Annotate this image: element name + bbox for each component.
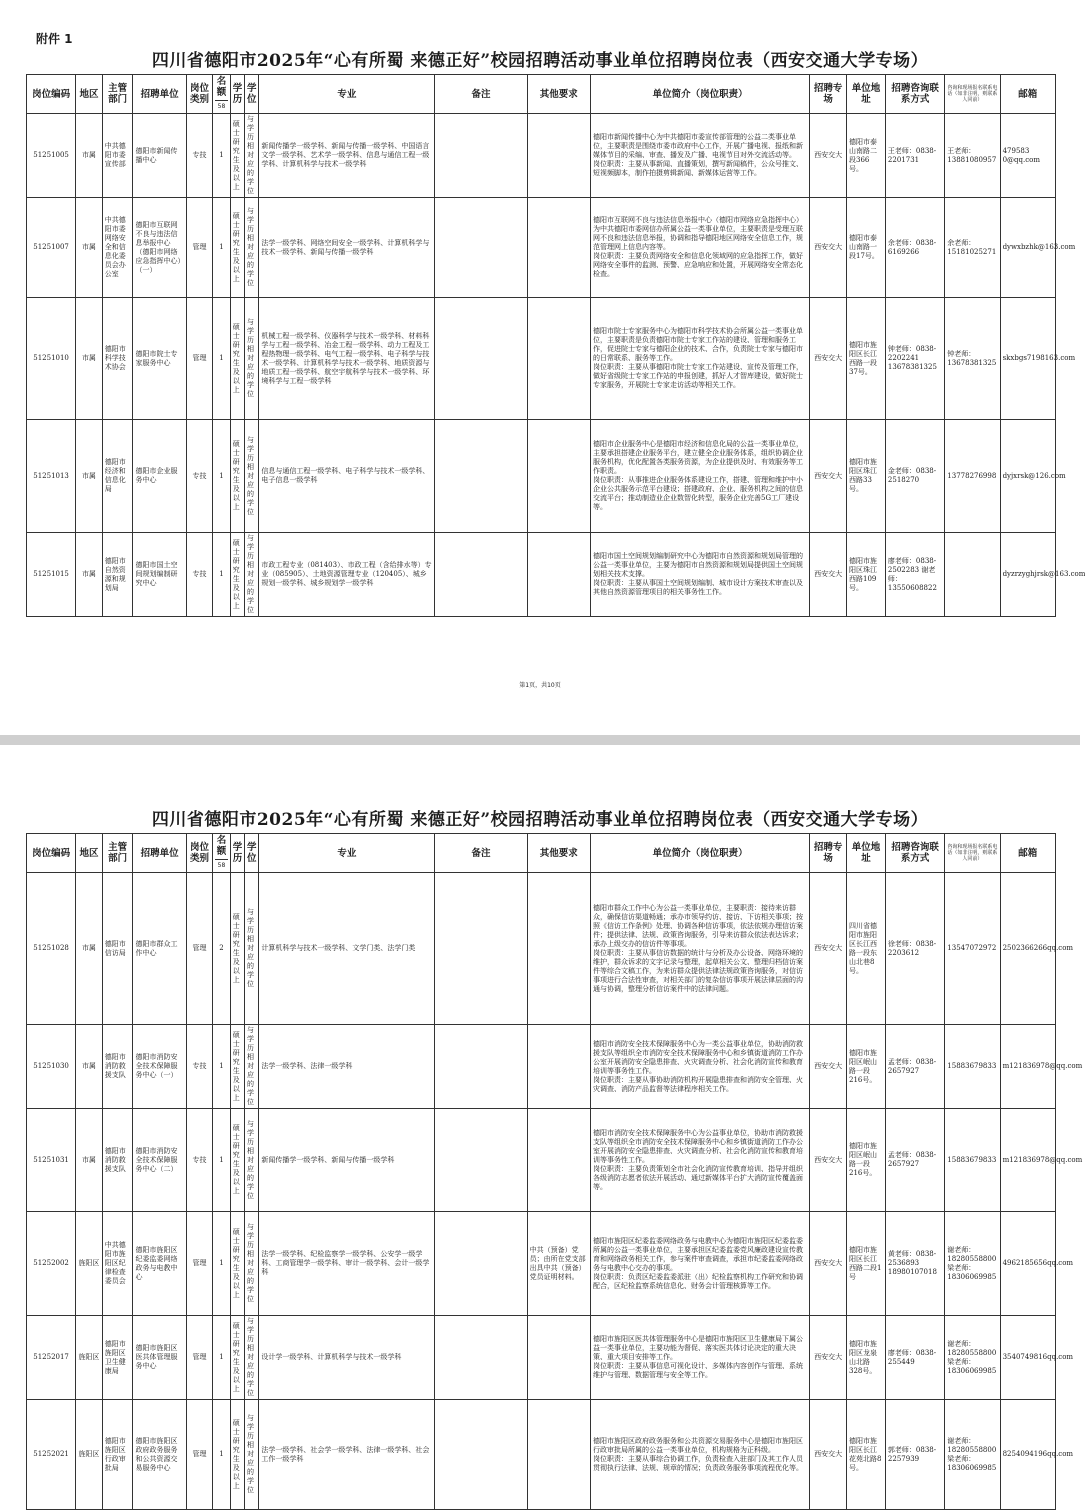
cell-onsite: 谢老师：18280558800 梁老师：18306069985 <box>945 1400 1000 1510</box>
cell-intro: 德阳市消防安全技术保障服务中心为公益事业单位，协助市消防救援支队等组织全市消防安全技术保障服务中心和乡镇街道消防工作办公室开展消防安全隐患排查、火灾调查分析、社会化消防宣传和教育培训等事务性工作。 岗位职责：主要负责策划全市社会化消防宣传教育培训、指导并组织各级消防志愿者依法开展活动、通过新媒体平台扩大消防宣传覆盖面等。 <box>591 1109 810 1212</box>
cell-address: 德阳市旌阳区长江西路一段37号。 <box>847 298 886 420</box>
cell-code: 51251015 <box>27 533 76 617</box>
cell-major: 法学一级学科、网络空间安全一级学科、计算机科学与技术一级学科、新闻与传播一级学科 <box>259 198 435 298</box>
cell-remark <box>435 1400 527 1510</box>
cell-remark <box>435 114 527 198</box>
cell-remark <box>435 420 527 533</box>
cell-area: 市属 <box>76 420 103 533</box>
cell-address: 四川省德阳市旌阳区长江西路一段东山北巷8号。 <box>847 873 886 1025</box>
cell-edu: 硕士研究生及以上 <box>230 1400 244 1510</box>
cell-venue: 西安交大 <box>810 1025 847 1109</box>
cell-other <box>527 1025 590 1109</box>
cell-remark <box>435 1212 527 1316</box>
cell-type: 管理 <box>186 873 213 1025</box>
cell-venue: 西安交大 <box>810 1109 847 1212</box>
cell-code: 51251013 <box>27 420 76 533</box>
cell-remark <box>435 1025 527 1109</box>
cell-code: 51252021 <box>27 1400 76 1510</box>
cell-degree: 与学历相对应的学位 <box>245 1109 259 1212</box>
cell-onsite: 余老师：15181025271 <box>945 198 1000 298</box>
cell-area: 市属 <box>76 298 103 420</box>
cell-major: 新闻传播学一级学科、新闻与传播一级学科 <box>259 1109 435 1212</box>
header-type: 岗位类别 <box>186 75 213 114</box>
cell-onsite: 王老师：13881080957 <box>945 114 1000 198</box>
cell-type: 管理 <box>186 198 213 298</box>
cell-degree: 与学历相对应的学位 <box>245 298 259 420</box>
cell-code: 51251028 <box>27 873 76 1025</box>
cell-onsite: 15883679833 <box>945 1109 1000 1212</box>
cell-address: 德阳市旌阳区珠江西路109号。 <box>847 533 886 617</box>
header-address: 单位地址 <box>847 834 886 873</box>
cell-email: dyjxrsk@126.com <box>1000 420 1055 533</box>
header-remark: 备注 <box>435 834 527 873</box>
cell-dept: 德阳市消防救援支队 <box>102 1109 133 1212</box>
cell-dept: 德阳市信访局 <box>102 873 133 1025</box>
cell-major: 新闻传播学一级学科、新闻与传播一级学科、中国语言文学一级学科、艺术学一级学科、信息与通信工程一级学科、计算机科学与技术一级学科 <box>259 114 435 198</box>
cell-contact: 余老师：0838-6169266 <box>885 198 944 298</box>
header-venue: 招聘专场 <box>810 834 847 873</box>
table-header-row <box>27 834 1056 873</box>
cell-area: 市属 <box>76 1109 103 1212</box>
cell-dept: 德阳市科学技术协会 <box>102 298 133 420</box>
table-row <box>27 873 1056 1025</box>
document-page-1 <box>0 0 1085 735</box>
cell-onsite: 谢老师：18280558800 梁老师：18306069985 <box>945 1316 1000 1400</box>
cell-major: 法学一级学科、纪检监察学一级学科、公安学一级学科、工商管理学一级学科、审计一级学科、会计一级学科 <box>259 1212 435 1316</box>
cell-other <box>527 1400 590 1510</box>
cell-unit: 德阳市旌阳区政府政务服务和公共资源交易服务中心 <box>133 1400 186 1510</box>
header-venue: 招聘专场 <box>810 75 847 114</box>
cell-dept: 德阳市旌阳区卫生健康局 <box>102 1316 133 1400</box>
cell-venue: 西安交大 <box>810 198 847 298</box>
cell-area: 旌阳区 <box>76 1400 103 1510</box>
header-major: 专业 <box>259 834 435 873</box>
header-onsite: 咨询和现场报名联系电话（如非注明，则联系人同前） <box>945 834 1000 873</box>
header-contact: 招聘咨询联系方式 <box>885 834 944 873</box>
cell-other <box>527 533 590 617</box>
cell-other <box>527 1109 590 1212</box>
cell-area: 市属 <box>76 533 103 617</box>
cell-email: skxbgs7198163.com <box>1000 298 1055 420</box>
cell-major: 信息与通信工程一级学科、电子科学与技术一级学科、电子信息一级学科 <box>259 420 435 533</box>
cell-unit: 德阳市旌阳区纪委监委网络政务与电教中心 <box>133 1212 186 1316</box>
cell-degree: 与学历相对应的学位 <box>245 420 259 533</box>
cell-type: 专技 <box>186 1025 213 1109</box>
cell-quota: 1 <box>213 1025 230 1109</box>
cell-contact: 郭老师：0838-2257939 <box>885 1400 944 1510</box>
cell-intro: 德阳市院士专家服务中心为德阳市科学技术协会所属公益一类事业单位，主要职责是负责德阳市院士专家工作站的建设、管理和服务工作，促进院士专家与德阳企业的技术、合作，负责院士专家与德阳市的日常联系、服务等工作。 岗位职责：主要从事德阳市院士专家工作站建设、宣传及管理工作，做好省级院士专家工作站的申报创建，抓好人才智库建设，做好院士专家服务，开展院士专家走访活动等相关工作。 <box>591 298 810 420</box>
cell-edu: 硕士研究生及以上 <box>230 1025 244 1109</box>
header-type: 岗位类别 <box>186 834 213 873</box>
cell-email: 8254094196qq.com <box>1000 1400 1055 1510</box>
cell-venue: 西安交大 <box>810 298 847 420</box>
cell-code: 51251031 <box>27 1109 76 1212</box>
cell-venue: 西安交大 <box>810 1316 847 1400</box>
cell-quota: 1 <box>213 1316 230 1400</box>
cell-degree: 与学历相对应的学位 <box>245 1400 259 1510</box>
cell-intro: 德阳市互联网不良与违法信息举报中心（德阳市网络应急指挥中心）为中共德阳市委网信办所属公益一类事业单位，主要职责是受理互联网不良和违法信息举报，协调和指导德阳地区网络安全信息工作，规范管理网上信息内容等。 岗位职责：主要负责网络安全和信息化领域网的应急指挥工作，做好网络安全事件的监测、预警、应急响应和处置，开展网络安全常态化检查。 <box>591 198 810 298</box>
header-quota-label: 名额 <box>216 76 227 98</box>
cell-address: 德阳市泰山南路二段366号。 <box>847 114 886 198</box>
cell-unit: 德阳市消防安全技术保障服务中心（二） <box>133 1109 186 1212</box>
cell-edu: 硕士研究生及以上 <box>230 533 244 617</box>
cell-code: 51251005 <box>27 114 76 198</box>
page-number: 第1页，共10页 <box>519 682 561 689</box>
cell-area: 市属 <box>76 198 103 298</box>
cell-edu: 硕士研究生及以上 <box>230 873 244 1025</box>
cell-remark <box>435 873 527 1025</box>
table-row <box>27 198 1056 298</box>
header-area: 地区 <box>76 75 103 114</box>
cell-contact: 金老师：0838-2518270 <box>885 420 944 533</box>
cell-unit: 德阳市企业服务中心 <box>133 420 186 533</box>
cell-edu: 硕士研究生及以上 <box>230 298 244 420</box>
cell-intro: 德阳市企业服务中心是德阳市经济和信息化局的公益一类事业单位，主要承担搭建企业服务平台，建立健全企业服务体系，组织协调企业服务机构，优化配置各类服务资源，为企业提供及时、有效服务等工作职责。 岗位职责：从事推进企业服务体系建设工作，搭建、管理和维护中小企业公共服务示范平台建设；搭建政府、企业、服务机构之间的信息交流平台；推动制造业企业数智化转型，服务企业完善5G工厂建设等。 <box>591 420 810 533</box>
cell-contact: 黄老师：0838-2536893 18980107018 <box>885 1212 944 1316</box>
document-title-page-2: 四川省德阳市2025年“心有所蜀 来德正好”校园招聘活动事业单位招聘岗位表（西安交通大学专场） <box>151 810 929 830</box>
job-table-page-2 <box>26 833 1083 1510</box>
cell-address: 德阳市旌阳区岷山路一段216号。 <box>847 1109 886 1212</box>
cell-address: 德阳市旌阳区长江西路二段1号 <box>847 1212 886 1316</box>
cell-quota: 1 <box>213 1400 230 1510</box>
header-contact: 招聘咨询联系方式 <box>885 75 944 114</box>
cell-dept: 德阳市消防救援支队 <box>102 1025 133 1109</box>
header-address: 单位地址 <box>847 75 886 114</box>
cell-onsite: 13778276998 <box>945 420 1000 533</box>
cell-dept: 德阳市经济和信息化局 <box>102 420 133 533</box>
cell-other <box>527 873 590 1025</box>
cell-edu: 硕士研究生及以上 <box>230 1109 244 1212</box>
table-row <box>27 298 1056 420</box>
header-major: 专业 <box>259 75 435 114</box>
cell-onsite: 谢老师：18280558800 梁老师：18306069985 <box>945 1212 1000 1316</box>
cell-intro: 德阳市旌阳区医共体管理服务中心是德阳市旌阳区卫生健康局下属公益一类事业单位，主要功能为督促、落实医共体讨论决定的重大决策、重大项目安排等工作。 岗位职责：主要从事信息可视化设计、多媒体内容创作与管理、系统维护与管理、数据管理与安全等工作。 <box>591 1316 810 1400</box>
cell-code: 51251007 <box>27 198 76 298</box>
cell-contact: 孟老师：0838-2657927 <box>885 1109 944 1212</box>
cell-area: 市属 <box>76 873 103 1025</box>
cell-edu: 硕士研究生及以上 <box>230 420 244 533</box>
cell-contact: 徐老师：0838-2203612 <box>885 873 944 1025</box>
cell-dept: 中共德阳市委网络安全和信息化委员会办公室 <box>102 198 133 298</box>
attachment-label: 附件 1 <box>36 32 73 46</box>
cell-email: dyzrzyghjrsk@163.com <box>1000 533 1055 617</box>
header-quota-label: 名额 <box>216 835 227 857</box>
table-row <box>27 114 1056 198</box>
cell-contact: 孟老师：0838-2657927 <box>885 1025 944 1109</box>
cell-edu: 硕士研究生及以上 <box>230 198 244 298</box>
cell-major: 法学一级学科、法律一级学科 <box>259 1025 435 1109</box>
header-quota <box>213 75 230 114</box>
cell-type: 管理 <box>186 1212 213 1316</box>
header-edu: 学历 <box>230 834 244 873</box>
header-code: 岗位编码 <box>27 834 76 873</box>
cell-dept: 中共德阳市委宣传部 <box>102 114 133 198</box>
cell-remark <box>435 533 527 617</box>
document-title: 四川省德阳市2025年“心有所蜀 来德正好”校园招聘活动事业单位招聘岗位表（西安交通大学专场） <box>151 51 929 71</box>
cell-major: 设计学一级学科、计算机科学与技术一级学科 <box>259 1316 435 1400</box>
header-onsite: 咨询和现场报名联系电话（如非注明，则联系人同前） <box>945 75 1000 114</box>
cell-contact: 廖老师：0838-2502283 谢老师：13550608822 <box>885 533 944 617</box>
cell-degree: 与学历相对应的学位 <box>245 198 259 298</box>
cell-email: 4962185656qq.com <box>1000 1212 1055 1316</box>
cell-email: 2502366266qq.com <box>1000 873 1055 1025</box>
cell-venue: 西安交大 <box>810 533 847 617</box>
cell-intro: 德阳市群众工作中心为公益一类事业单位，主要职责：接待来访群众，确保信访渠道畅通；承办市领导约访、接访、下访相关事项；按照《信访工作条例》处理、协调各种信访事项，依法依规办理信访案件；提供法律、法规、政策咨询服务，引导来访群众依法表达诉求；承办上级交办的信访件等事项。 岗位职责：主要从事信访数据的统计与分析及办公设备、网络环境的维护，群众诉求的文字记录与整理，起草相关公文、整理归档信访案件等综合文稿工作，为来访群众提供法律法规政策咨询服务，对信访事项进行合法性审查，对相关部门的复杂信访事项开展法律层面的沟通与协调，整理分析信访案件中的法律问题。 <box>591 873 810 1025</box>
header-quota <box>213 834 230 873</box>
cell-email: m121836978@qq.com <box>1000 1025 1055 1109</box>
cell-onsite: 13547072972 <box>945 873 1000 1025</box>
cell-intro: 德阳市国土空间规划编制研究中心为德阳市自然资源和规划局管理的公益一类事业单位，主要为德阳市自然资源和规划局提供国土空间规划相关技术支撑。 岗位职责：主要从事国土空间规划编制、城市设计方案技术审查以及其他自然资源管理项目的相关事务性工作。 <box>591 533 810 617</box>
cell-quota: 1 <box>213 298 230 420</box>
cell-unit: 德阳市旌阳区医共体管理服务中心 <box>133 1316 186 1400</box>
cell-area: 旌阳区 <box>76 1316 103 1400</box>
header-other: 其他要求 <box>527 75 590 114</box>
cell-major: 机械工程一级学科、仪器科学与技术一级学科、材料科学与工程一级学科、冶金工程一级学科、动力工程及工程热物理一级学科、电气工程一级学科、电子科学与技术一级学科、计算机科学与技术一级学科、地质资源与地质工程一级学科、航空宇航科学与技术一级学科、环境科学与工程一级学科 <box>259 298 435 420</box>
header-quota-total: 58 <box>215 859 227 871</box>
cell-code: 51252017 <box>27 1316 76 1400</box>
cell-remark <box>435 198 527 298</box>
cell-quota: 2 <box>213 873 230 1025</box>
header-intro: 单位简介（岗位职责） <box>591 75 810 114</box>
cell-onsite <box>945 533 1000 617</box>
cell-other <box>527 198 590 298</box>
table-row <box>27 1025 1056 1109</box>
cell-unit: 德阳市群众工作中心 <box>133 873 186 1025</box>
table-row <box>27 1316 1056 1400</box>
cell-other: 中共（预备）党员；由所在党支部出具中共（预备）党员证明材料。 <box>527 1212 590 1316</box>
cell-onsite: 15883679833 <box>945 1025 1000 1109</box>
cell-type: 管理 <box>186 298 213 420</box>
cell-remark <box>435 298 527 420</box>
job-table-page-1 <box>26 74 1085 617</box>
header-code: 岗位编码 <box>27 75 76 114</box>
document-page-2 <box>0 745 1083 1494</box>
table-row <box>27 1109 1056 1212</box>
cell-type: 专技 <box>186 533 213 617</box>
cell-major: 计算机科学与技术一级学科、文学门类、法学门类 <box>259 873 435 1025</box>
cell-email: dywxbzhk@163.com <box>1000 198 1055 298</box>
cell-remark <box>435 1316 527 1400</box>
cell-type: 专技 <box>186 420 213 533</box>
header-unit: 招聘单位 <box>133 75 186 114</box>
cell-intro: 德阳市旌阳区政府政务服务和公共资源交易服务中心是德阳市旌阳区行政审批局所属的公益一类事业单位，机构规格为正科级。 岗位职责：主要从事综合协调工作，负责检查入驻部门及其工作人员贯彻执行法律、法规、规章的情况；负责政务服务事项流程优化等。 <box>591 1400 810 1510</box>
cell-contact: 钟老师：0838-2202241 13678381325 <box>885 298 944 420</box>
cell-other <box>527 114 590 198</box>
cell-quota: 1 <box>213 198 230 298</box>
header-dept: 主管部门 <box>102 75 133 114</box>
cell-address: 德阳市泰山南路一段17号。 <box>847 198 886 298</box>
header-remark: 备注 <box>435 75 527 114</box>
cell-email: 3540749816qq.com <box>1000 1316 1055 1400</box>
cell-venue: 西安交大 <box>810 420 847 533</box>
cell-major: 法学一级学科、社会学一级学科、法律一级学科、社会工作一级学科 <box>259 1400 435 1510</box>
cell-type: 管理 <box>186 1316 213 1400</box>
cell-unit: 德阳市互联网不良与违法信息举报中心（德阳市网络应急指挥中心）（一） <box>133 198 186 298</box>
cell-unit: 德阳市院士专家服务中心 <box>133 298 186 420</box>
cell-type: 管理 <box>186 1400 213 1510</box>
table-header-row <box>27 75 1056 114</box>
cell-dept: 德阳市旌阳区行政审批局 <box>102 1400 133 1510</box>
header-edu: 学历 <box>230 75 244 114</box>
cell-unit: 德阳市新闻传播中心 <box>133 114 186 198</box>
table-row <box>27 420 1056 533</box>
cell-area: 市属 <box>76 114 103 198</box>
cell-edu: 硕士研究生及以上 <box>230 1316 244 1400</box>
table-row <box>27 533 1056 617</box>
cell-major: 市政工程专业（081403）、市政工程（含给排水等）专业（085905）、土地资源管理专业（120405）、城乡规划一级学科、城乡规划学一级学科 <box>259 533 435 617</box>
cell-address: 德阳市旌阳区岷山路一段216号。 <box>847 1025 886 1109</box>
cell-address: 德阳市旌阳区龙泉山北路328号。 <box>847 1316 886 1400</box>
header-area: 地区 <box>76 834 103 873</box>
header-unit: 招聘单位 <box>133 834 186 873</box>
cell-dept: 德阳市自然资源和规划局 <box>102 533 133 617</box>
cell-contact: 王老师：0838-2201731 <box>885 114 944 198</box>
cell-quota: 1 <box>213 114 230 198</box>
cell-type: 专技 <box>186 1109 213 1212</box>
cell-code: 51251010 <box>27 298 76 420</box>
table-row <box>27 1212 1056 1316</box>
cell-unit: 德阳市国土空间规划编制研究中心 <box>133 533 186 617</box>
cell-onsite: 钟老师：13678381325 <box>945 298 1000 420</box>
cell-quota: 1 <box>213 1212 230 1316</box>
cell-degree: 与学历相对应的学位 <box>245 1212 259 1316</box>
cell-quota: 1 <box>213 533 230 617</box>
cell-quota: 1 <box>213 420 230 533</box>
header-degree: 学位 <box>245 75 259 114</box>
cell-venue: 西安交大 <box>810 114 847 198</box>
header-intro: 单位简介（岗位职责） <box>591 834 810 873</box>
cell-edu: 硕士研究生及以上 <box>230 1212 244 1316</box>
cell-address: 德阳市旌阳区长江花苑北路8号。 <box>847 1400 886 1510</box>
cell-other <box>527 420 590 533</box>
header-email: 邮箱 <box>1000 75 1055 114</box>
cell-code: 51251030 <box>27 1025 76 1109</box>
header-quota-total: 58 <box>215 100 227 112</box>
cell-intro: 德阳市旌阳区纪委监委网络政务与电教中心为德阳市旌阳区纪委监委所属的公益一类事业单位，主要承担区纪委监委党风廉政建设宣传教育和网络政务相关工作，参与案件审查调查，承担市纪委监委网络政务与电教中心交办的事项。 岗位职责：负责区纪委监委派驻（出）纪检监察机构工作研究和协调配合，区纪检监察系统信息化、财务会计管理核算等工作。 <box>591 1212 810 1316</box>
cell-code: 51252002 <box>27 1212 76 1316</box>
cell-area: 市属 <box>76 1025 103 1109</box>
cell-area: 旌阳区 <box>76 1212 103 1316</box>
page-separator <box>0 735 1080 745</box>
header-other: 其他要求 <box>527 834 590 873</box>
cell-degree: 与学历相对应的学位 <box>245 533 259 617</box>
cell-venue: 西安交大 <box>810 873 847 1025</box>
cell-type: 专技 <box>186 114 213 198</box>
cell-degree: 与学历相对应的学位 <box>245 114 259 198</box>
cell-degree: 与学历相对应的学位 <box>245 1316 259 1400</box>
cell-intro: 德阳市消防安全技术保障服务中心为一类公益事业单位，协助消防救援支队等组织全市消防安全技术保障服务中心和乡镇街道消防工作办公室开展消防安全隐患排查、火灾调查分析、社会化消防宣传和教育培训等事务性工作。 岗位职责：主要从事协助消防机构开展隐患排查和消防安全管理、火灾调查、消防产品监督等法律程序相关工作。 <box>591 1025 810 1109</box>
cell-degree: 与学历相对应的学位 <box>245 1025 259 1109</box>
cell-remark <box>435 1109 527 1212</box>
header-degree: 学位 <box>245 834 259 873</box>
header-dept: 主管部门 <box>102 834 133 873</box>
table-row <box>27 1400 1056 1510</box>
cell-intro: 德阳市新闻传播中心为中共德阳市委宣传部管理的公益二类事业单位，主要职责是围绕市委市政府中心工作，开展广播电视、报纸和新媒体节目的采编、审查、播发及广播、电视节目对外交流活动等。 岗位职责：主要从事新闻、直播策划，撰写新闻稿件，公众号推文、短视频脚本，制作拍摄剪辑新闻、新媒体运营等工作。 <box>591 114 810 198</box>
cell-unit: 德阳市消防安全技术保障服务中心（一） <box>133 1025 186 1109</box>
cell-degree: 与学历相对应的学位 <box>245 873 259 1025</box>
cell-contact: 廖老师：0838-255449 <box>885 1316 944 1400</box>
cell-quota: 1 <box>213 1109 230 1212</box>
cell-email: 479583​0@qq.com <box>1000 114 1055 198</box>
cell-address: 德阳市旌阳区珠江西路33号。 <box>847 420 886 533</box>
header-email: 邮箱 <box>1000 834 1055 873</box>
cell-dept: 中共德阳市旌阳区纪律检查委员会 <box>102 1212 133 1316</box>
cell-venue: 西安交大 <box>810 1400 847 1510</box>
cell-email: m121836978@qq.com <box>1000 1109 1055 1212</box>
cell-other <box>527 298 590 420</box>
cell-other <box>527 1316 590 1400</box>
cell-edu: 硕士研究生及以上 <box>230 114 244 198</box>
cell-venue: 西安交大 <box>810 1212 847 1316</box>
